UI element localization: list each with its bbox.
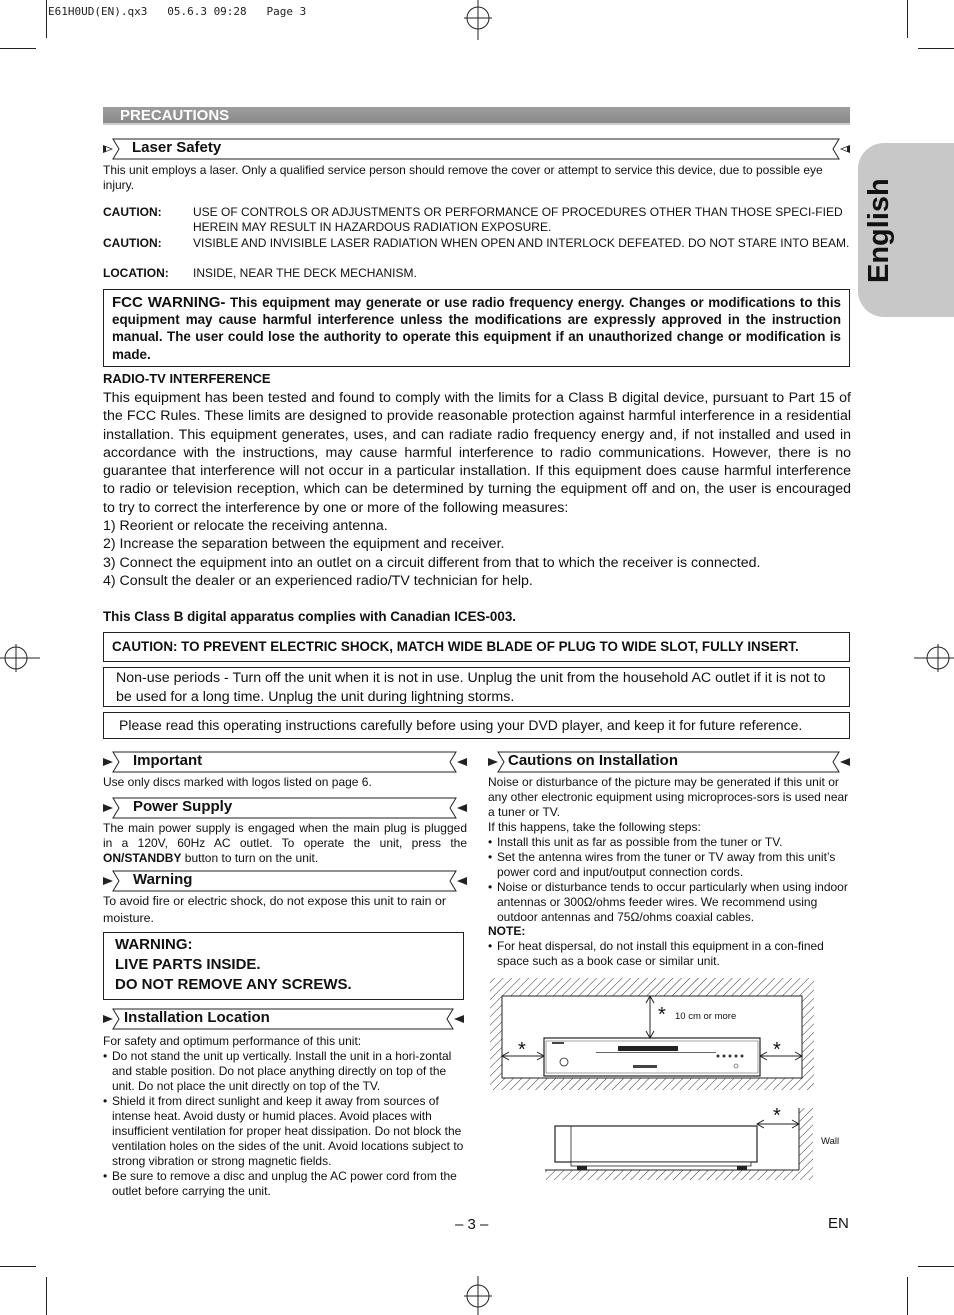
nonuse-box (103, 667, 850, 707)
cautions-intro: Noise or disturbance of the picture may be generated if this unit or any other electronic equipment using microproces-sors is used near a tuner or TV. (488, 775, 849, 819)
read-instructions-text: Please read this operating instructions carefully before using your DVD player, and keep it for future reference. (119, 717, 803, 733)
print-slug: E61H0UD(EN).qx3 05.6.3 09:28 Page 3 (48, 5, 307, 18)
wall-label: Wall (821, 1136, 840, 1147)
heading-installation-location (103, 1008, 464, 1030)
cautions-list (488, 835, 850, 925)
list-item: • Set the antenna wires from the tuner or TV away from this unit’s power cord and input/output connection cords. (488, 850, 850, 880)
heading-cautions-installation (488, 751, 850, 773)
note-list (488, 939, 850, 969)
heading-laser-safety (103, 138, 850, 160)
list-item: • Shield it from direct sunlight and keep it away from sources of intense heat. Avoid dusty or humid places. Avoid places with insufficient ventilation for proper heat dissipation. Do not block the ventilation holes on the sides of the unit. Avoid locations subject to strong vibration or strong magnetic fields. (103, 1094, 467, 1169)
crop-mark (0, 48, 36, 49)
asterisk-top: * (658, 1004, 666, 1026)
power-text-before: The main power supply is engaged when the main plug is plugged in a 120V, 60Hz AC outlet. To operate the unit, press the (103, 821, 467, 850)
cautions-steps-intro: If this happens, take the following steps: (488, 820, 701, 834)
language-code: EN (828, 1215, 849, 1232)
on-standby-label: ON/STANDBY (103, 851, 182, 865)
plug-caution-text: CAUTION: TO PREVENT ELECTRIC SHOCK, MATCH WIDE BLADE OF PLUG TO WIDE SLOT, FULLY INSERT. (112, 639, 799, 654)
install-location-list (103, 1049, 467, 1199)
caution-text: USE OF CONTROLS OR ADJUSTMENTS OR PERFORMANCE OF PROCEDURES OTHER THAN THOSE SPECI-FIED HEREIN MAY RESULT IN HAZARDOUS RADIATION EXPOSURE. (193, 205, 843, 234)
asterisk-right: * (773, 1039, 781, 1061)
crop-mark (918, 1266, 954, 1267)
clearance-label: 10 cm or more (675, 1011, 737, 1022)
section-title-precautions: PRECAUTIONS (103, 107, 850, 125)
fcc-text: This equipment may generate or use radio frequency energy. Changes or modifications to this equipment may cause harmful interference unless the modifications are expressly approved in the instruction manual. The user could lose the authority to operate this equipment if an unauthorized change or modification is made. (112, 295, 841, 362)
plug-caution-box (103, 632, 850, 662)
crop-mark (918, 48, 954, 49)
crop-mark (0, 1266, 36, 1267)
heading-label: Installation Location (124, 1009, 270, 1026)
heading-warning (103, 870, 467, 892)
language-tab (858, 143, 954, 317)
read-instructions-box (103, 712, 850, 739)
crop-mark (46, 1277, 47, 1315)
heading-label: Power Supply (133, 798, 233, 815)
warning-text: To avoid fire or electric shock, do not expose this unit to rain or moisture. (103, 894, 446, 925)
registration-mark-top (456, 0, 500, 40)
power-text-after: button to turn on the unit. (181, 851, 319, 865)
fcc-label: FCC WARNING- (112, 294, 226, 311)
measure-item: 4) Consult the dealer or an experienced radio/TV technician for help. (103, 572, 533, 589)
page-number: – 3 – (455, 1216, 489, 1233)
laser-intro: This unit employs a laser. Only a qualified service person should remove the cover or attempt to service this device, due to possible eye injury. (103, 163, 823, 192)
list-item: • Noise or disturbance tends to occur particularly when using indoor antennas or 300Ω/ohms feeder wires. We recommend using outdoor antennas and 75Ω/ohms coaxial cables. (488, 880, 850, 925)
caution-label: CAUTION: (103, 205, 162, 219)
heading-label: Cautions on Installation (508, 752, 679, 769)
registration-mark-right (914, 636, 954, 680)
caution-label: CAUTION: (103, 236, 162, 250)
warning-box-line: DO NOT REMOVE ANY SCREWS. (115, 976, 352, 993)
radio-tv-body: This equipment has been tested and found to comply with the limits for a Class B digital device, pursuant to Part 15 of the FCC Rules. These limits are designed to provide reasonable protection against harmful interference in a residential installation. This equipment generates, uses, and can radiate radio frequency energy and, if not installed and used in accordance with the instructions, may cause harmful interference to radio communications. However, there is no guarantee that interference will not occur in a particular installation. If this equipment does cause harmful interference to radio or television reception, which can be determined by turning the equipment off and on, the user is encouraged to try to correct the interference by one or more of the following measures: (103, 390, 851, 516)
important-text: Use only discs marked with logos listed on page 6. (103, 775, 372, 789)
radio-tv-measures (103, 517, 851, 590)
laser-location (103, 266, 850, 282)
laser-caution-2 (103, 236, 850, 268)
install-location-intro: For safety and optimum performance of this unit: (103, 1034, 362, 1048)
measure-item: 2) Increase the separation between the equipment and receiver. (103, 536, 505, 553)
caution-text: VISIBLE AND INVISIBLE LASER RADIATION WHEN OPEN AND INTERLOCK DEFEATED. DO NOT STARE INTO BEAM. (193, 236, 850, 250)
list-item: • Do not stand the unit up vertically. Install the unit in a hori-zontal and stable position. Do not place anything directly on top of the unit. Do not place the unit directly on top of the TV. (103, 1049, 467, 1094)
clearance-diagram-top (488, 976, 818, 1094)
live-parts-warning-box (103, 932, 464, 1000)
list-item: • For heat dispersal, do not install this equipment in a con-fined space such as a book case or similar unit. (488, 939, 850, 969)
location-text: INSIDE, NEAR THE DECK MECHANISM. (193, 266, 417, 280)
nonuse-text: Non-use periods - Turn off the unit when it is not in use. Unplug the unit from the household AC outlet if it is not to be used for a long time. Unplug the unit during lightning storms. (116, 670, 826, 705)
crop-mark (907, 1277, 908, 1315)
registration-mark-bottom (456, 1276, 500, 1315)
laser-caution-1 (103, 205, 850, 237)
radio-tv-title: RADIO-TV INTERFERENCE (103, 371, 271, 386)
list-item: • Be sure to remove a disc and unplug the AC power cord from the outlet before carrying the unit. (103, 1169, 467, 1199)
list-item: • Install this unit as far as possible from the tuner or TV. (488, 835, 850, 850)
heading-label: Important (133, 752, 203, 769)
heading-label: Warning (133, 871, 193, 888)
measure-item: 1) Reorient or relocate the receiving antenna. (103, 518, 388, 534)
measure-item: 3) Connect the equipment into an outlet on a circuit different from that to which the receiver is connected. (103, 554, 761, 571)
note-label: NOTE: (488, 924, 526, 938)
warning-box-line: LIVE PARTS INSIDE. (115, 956, 261, 973)
registration-mark-left (0, 636, 40, 680)
heading-important (103, 751, 467, 773)
canada-compliance: This Class B digital apparatus complies with Canadian ICES-003. (103, 609, 516, 624)
heading-label: Laser Safety (132, 139, 222, 156)
crop-mark (907, 0, 908, 38)
asterisk-side: * (773, 1105, 781, 1127)
heading-power-supply (103, 797, 467, 819)
crop-mark (46, 0, 47, 38)
warning-box-line: WARNING: (115, 936, 193, 953)
location-label: LOCATION: (103, 266, 169, 280)
asterisk-left: * (518, 1039, 526, 1061)
power-text (103, 821, 467, 866)
language-tab-label: English (863, 178, 895, 283)
fcc-warning-box (103, 289, 850, 367)
